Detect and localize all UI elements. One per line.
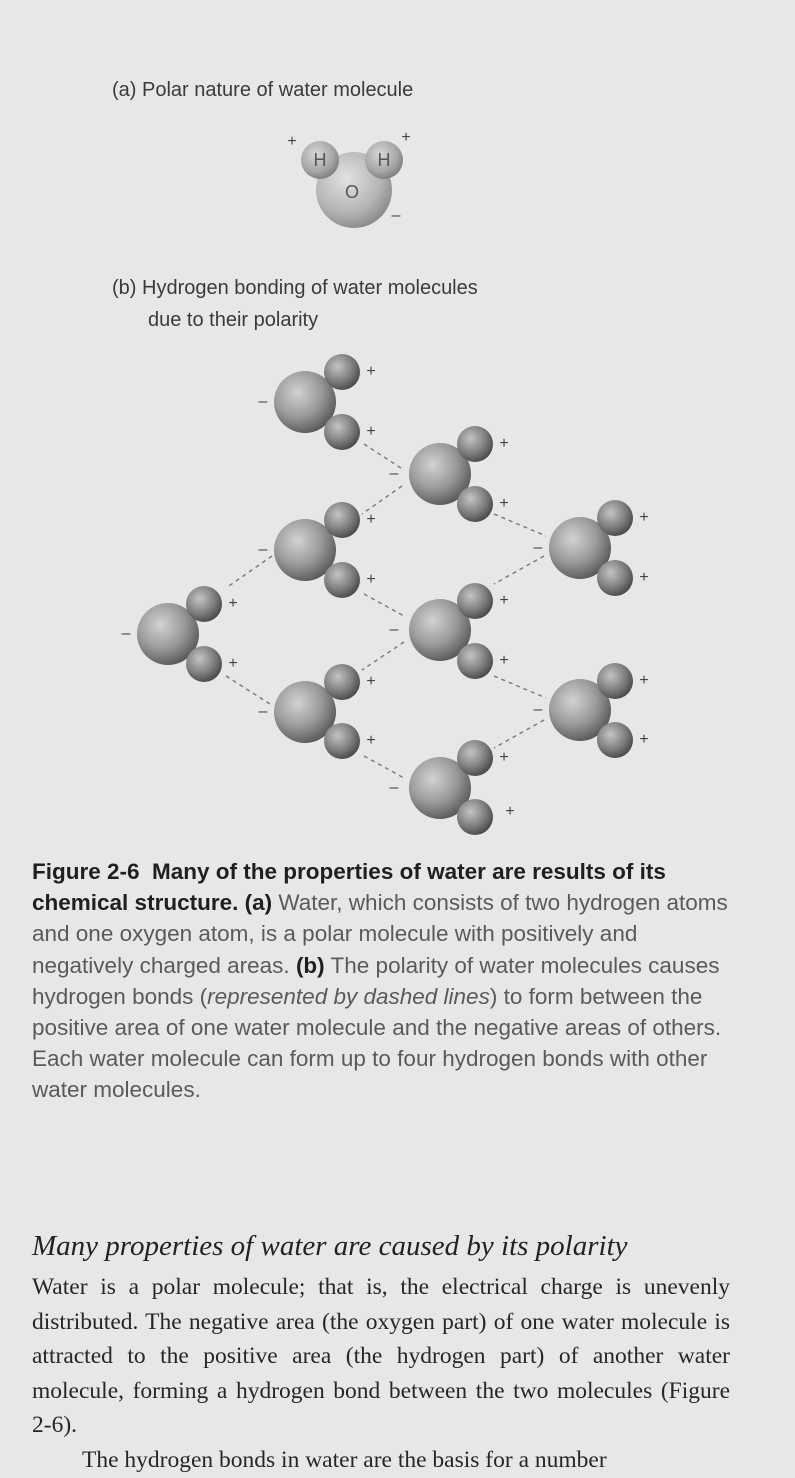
positive-charge-label: +	[505, 803, 515, 820]
positive-charge-label: +	[366, 423, 376, 440]
caption-part-b-text-end: ) to form between the positive area of one water molecule and the negative areas of others. Each water molecule can form up to four hydrogen bonds with other water molecules.	[32, 983, 722, 1103]
water-molecule	[534, 663, 649, 758]
negative-charge-label: –	[533, 539, 543, 556]
negative-charge-label: –	[258, 393, 268, 410]
figure-caption	[32, 856, 742, 1106]
negative-charge-label: –	[533, 701, 543, 718]
caption-part-a-marker: (a)	[244, 890, 273, 916]
body-paragraph: The hydrogen bonds in water are the basis for a number	[82, 1446, 607, 1473]
panel-b-label-line1: (b) Hydrogen bonding of water molecules	[112, 277, 478, 299]
negative-charge-label: –	[391, 207, 401, 224]
panel-a-label: (a) Polar nature of water molecule	[112, 79, 414, 101]
hydrogen-bonds	[226, 444, 546, 778]
negative-charge-label: –	[258, 541, 268, 558]
positive-charge-label: +	[499, 652, 509, 669]
positive-charge-label: +	[499, 592, 509, 609]
water-molecule	[259, 354, 376, 450]
panel-b-label-line2: due to their polarity	[148, 309, 319, 331]
caption-part-b-text: The polarity of water molecules causes hydrogen bonds (	[32, 952, 720, 1009]
positive-charge-label: +	[499, 749, 509, 766]
negative-charge-label: –	[389, 465, 399, 482]
positive-charge-label: +	[228, 595, 238, 612]
positive-charge-label: +	[366, 732, 376, 749]
water-molecule	[259, 664, 376, 759]
negative-charge-label: –	[389, 779, 399, 796]
water-molecule	[390, 740, 515, 835]
positive-charge-label: +	[499, 495, 509, 512]
positive-charge-label: +	[366, 673, 376, 690]
caption-part-b-italic: represented by dashed lines	[207, 983, 490, 1009]
positive-charge-label: +	[366, 511, 376, 528]
positive-charge-label: +	[401, 129, 411, 146]
positive-charge-label: +	[639, 731, 649, 748]
figure-number: Figure 2-6	[32, 859, 140, 884]
polar-water-molecule	[287, 129, 410, 228]
water-molecule	[534, 500, 649, 596]
hydrogen-label-right: H	[377, 150, 391, 170]
positive-charge-label: +	[287, 133, 297, 150]
negative-charge-label: –	[258, 703, 268, 720]
hydrogen-label-left: H	[313, 150, 327, 170]
oxygen-label: O	[344, 182, 360, 202]
section-body	[32, 1270, 730, 1478]
positive-charge-label: +	[366, 571, 376, 588]
water-molecule	[259, 502, 376, 598]
caption-part-a-text: Water, which consists of two hydrogen atoms and one oxygen atom, is a polar molecule with positively and negatively charged areas.	[32, 890, 728, 978]
water-molecule	[390, 583, 509, 679]
section-heading: Many properties of water are caused by its polarity	[32, 1230, 628, 1262]
body-paragraph: Water is a polar molecule; that is, the electrical charge is unevenly distributed. The negative area (the oxygen part) of one water molecule is attracted to the positive area (the hydrogen part) of another water molecule, forming a hydrogen bond between the two molecules (Figure 2-6).	[32, 1274, 730, 1439]
negative-charge-label: –	[389, 621, 399, 638]
positive-charge-label: +	[366, 363, 376, 380]
positive-charge-label: +	[499, 435, 509, 452]
positive-charge-label: +	[639, 672, 649, 689]
positive-charge-label: +	[639, 509, 649, 526]
positive-charge-label: +	[228, 655, 238, 672]
figure-caption-title: Many of the properties of water are results of its chemical structure.	[32, 859, 666, 916]
negative-charge-label: –	[121, 625, 131, 642]
water-molecule	[122, 586, 238, 682]
positive-charge-label: +	[639, 569, 649, 586]
caption-part-b-marker: (b)	[295, 952, 325, 978]
water-molecule	[390, 426, 509, 522]
